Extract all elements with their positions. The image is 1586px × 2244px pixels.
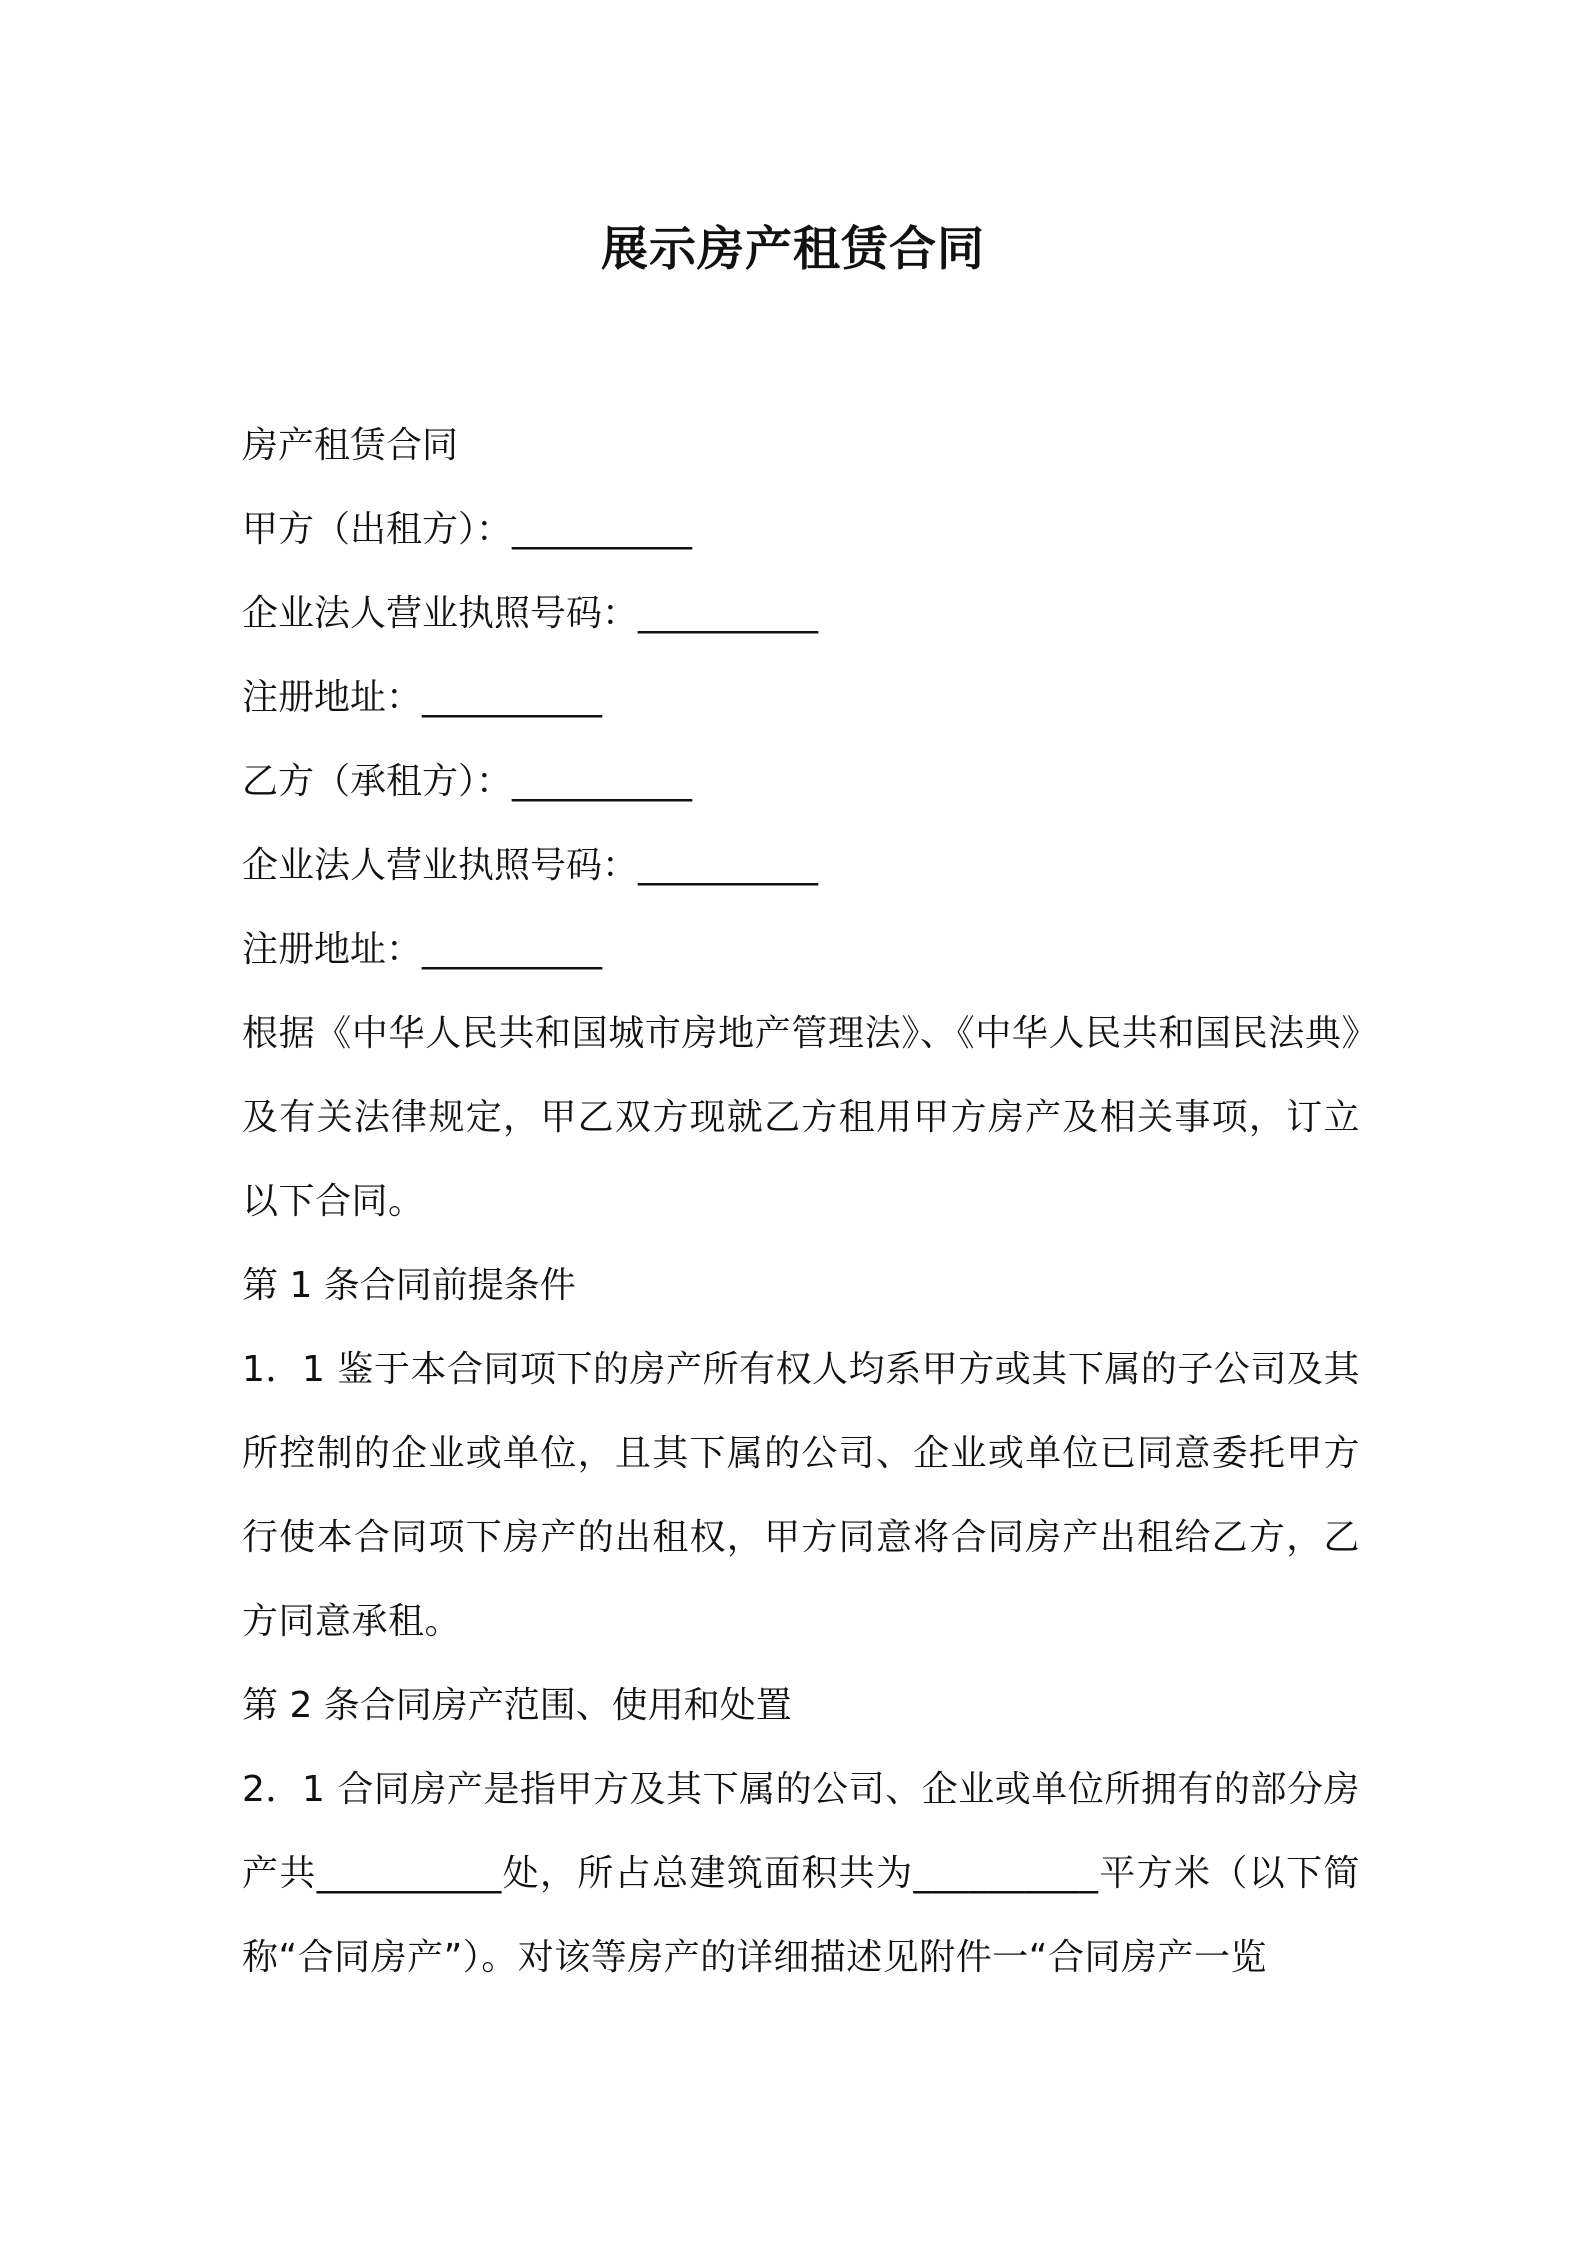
article-1-heading: 第 1 条合同前提条件 [242, 1265, 576, 1306]
party-a-address-field: 注册地址：__________ [242, 677, 603, 718]
party-b-license-field: 企业法人营业执照号码：__________ [242, 845, 819, 886]
document-body [242, 404, 1360, 2000]
document-title: 展示房产租赁合同 [601, 222, 985, 277]
article-1-clause-1: 1．1 鉴于本合同项下的房产所有权人均系甲方或其下属的子公司及其所控制的企业或单位，且其下属的公司、企业或单位已同意委托甲方行使本合同项下房产的出租权，甲方同意将合同房产出租给乙方，乙方同意承租。 [242, 1349, 1360, 1642]
article-2-heading: 第 2 条合同房产范围、使用和处置 [242, 1685, 792, 1726]
contract-heading: 房产租赁合同 [242, 425, 459, 466]
party-b-field: 乙方（承租方）：__________ [242, 761, 693, 802]
party-a-field: 甲方（出租方）：__________ [242, 509, 693, 550]
intro-paragraph: 根据《中华人民共和国城市房地产管理法》、《中华人民共和国民法典》及有关法律规定，甲乙双方现就乙方租用甲方房产及相关事项，订立以下合同。 [242, 1013, 1360, 1222]
party-b-address-field: 注册地址：__________ [242, 929, 603, 970]
party-a-license-field: 企业法人营业执照号码：__________ [242, 593, 819, 634]
article-2-clause-1: 2．1 合同房产是指甲方及其下属的公司、企业或单位所拥有的部分房产共__________处，所占总建筑面积共为__________平方米（以下简称“合同房产”）。对该等房产的详细描述见附件一“合同房产一览 [242, 1769, 1360, 1978]
